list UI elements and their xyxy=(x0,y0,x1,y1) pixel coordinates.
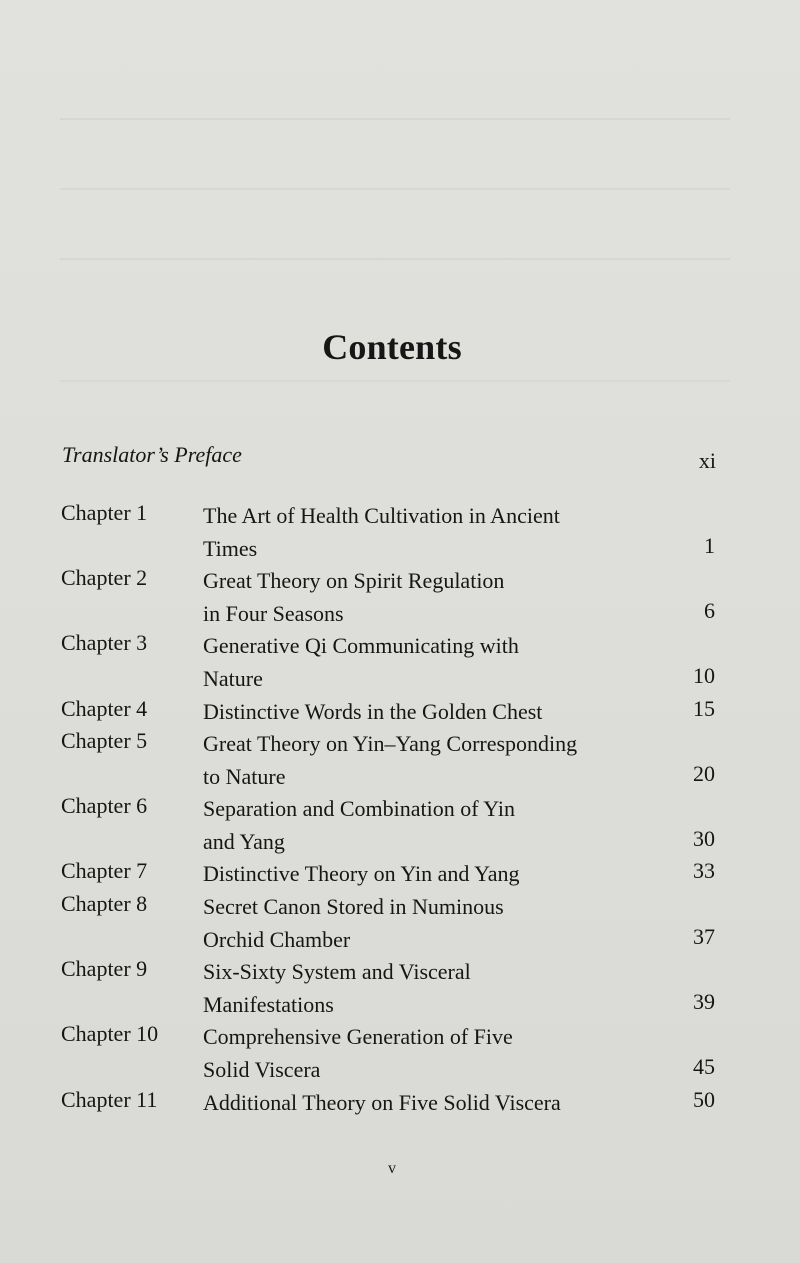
chapter-page-number: 6 xyxy=(704,598,715,623)
chapter-page-number: 37 xyxy=(693,924,715,949)
chapter-title: Distinctive Words in the Golden Chest xyxy=(203,699,543,724)
chapter-page-number: 33 xyxy=(693,858,715,883)
chapter-title: Distinctive Theory on Yin and Yang xyxy=(203,861,520,886)
chapter-number: Chapter 5 xyxy=(61,728,148,753)
chapter-title: Comprehensive Generation of Five Solid Viscera xyxy=(203,1024,513,1082)
chapter-number: Chapter 8 xyxy=(61,891,148,916)
chapter-page-number: 30 xyxy=(693,826,715,851)
chapter-title: Secret Canon Stored in Numinous Orchid Chamber xyxy=(203,894,504,952)
chapter-number: Chapter 10 xyxy=(61,1021,159,1046)
chapter-title: Great Theory on Yin–Yang Corresponding to Nature xyxy=(203,731,578,789)
preface-entry xyxy=(62,442,716,474)
chapter-page-number: 39 xyxy=(693,989,715,1014)
chapter-page-number: 50 xyxy=(693,1087,715,1112)
page-folio: v xyxy=(388,1160,396,1177)
preface-page-number: xi xyxy=(698,448,716,473)
chapter-page-number: 20 xyxy=(693,761,715,786)
chapter-number: Chapter 1 xyxy=(61,500,148,525)
chapter-title: Separation and Combination of Yin and Yang xyxy=(203,796,516,854)
chapter-number: Chapter 7 xyxy=(61,858,148,883)
chapter-number: Chapter 2 xyxy=(61,565,148,590)
chapter-title: Additional Theory on Five Solid Viscera xyxy=(203,1090,561,1115)
chapter-page-number: 1 xyxy=(704,533,715,558)
chapter-number: Chapter 4 xyxy=(61,696,148,721)
chapter-title: Generative Qi Communicating with Nature xyxy=(203,633,519,691)
preface-label: Translator’s Preface xyxy=(62,442,242,467)
chapter-page-number: 15 xyxy=(693,696,715,721)
chapter-title: Great Theory on Spirit Regulation in Four Seasons xyxy=(203,568,505,626)
page-title: Contents xyxy=(322,327,462,367)
chapter-title: Six-Sixty System and Visceral Manifestations xyxy=(203,959,471,1017)
chapter-title: The Art of Health Cultivation in Ancient Times xyxy=(203,503,560,561)
chapter-number: Chapter 9 xyxy=(61,956,148,981)
chapter-number: Chapter 6 xyxy=(61,793,148,818)
chapter-number: Chapter 11 xyxy=(61,1087,158,1112)
chapter-number: Chapter 3 xyxy=(61,630,148,655)
chapter-page-number: 10 xyxy=(693,663,715,688)
chapter-page-number: 45 xyxy=(693,1054,715,1079)
